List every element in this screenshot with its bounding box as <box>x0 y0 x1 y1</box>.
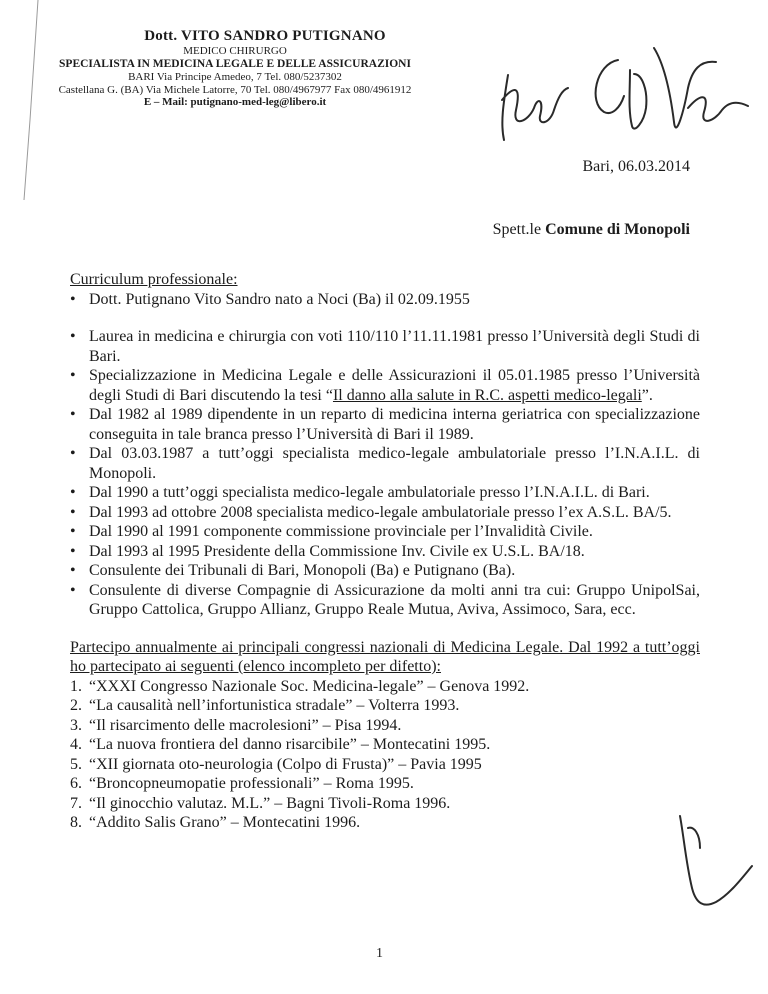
doctor-name: Dott. VITO SANDRO PUTIGNANO <box>144 28 386 44</box>
recipient <box>493 221 690 239</box>
list-item-text: Specializzazione in Medicina Legale e delle Assicurazioni il 05.01.1985 presso l’Università degli Studi di Bari discutendo la tesi “ <box>89 367 700 404</box>
congress-item: 2. “La causalità nell’infortunistica stradale” – Volterra 1993. <box>70 697 460 714</box>
congress-item: 8. “Addito Salis Grano” – Montecatini 1996. <box>70 814 361 831</box>
doctor-title: MEDICO CHIRURGO <box>183 45 287 58</box>
congress-item: 3. “Il risarcimento delle macrolesioni” – Pisa 1994. <box>70 716 402 734</box>
congress-item: 7. “Il ginocchio valutaz. M.L.” – Bagni Tivoli-Roma 1996. <box>70 794 451 812</box>
recipient-prefix: Spett.le <box>492 221 542 238</box>
list-item: • Laurea in medicina e chirurgia con voti 110/110 l’11.11.1981 presso l’Università degli Studi di Bari. <box>70 327 700 366</box>
handwritten-signatures <box>478 30 758 160</box>
curriculum-list <box>70 327 700 620</box>
doctor-specialty: SPECIALISTA IN MEDICINA LEGALE E DELLE ASSICURAZIONI <box>59 57 411 70</box>
list-item-text: ”. <box>641 386 653 404</box>
curriculum-heading: Curriculum professionale: <box>70 271 238 288</box>
letter-date: Bari, 06.03.2014 <box>582 158 690 175</box>
document-body <box>70 270 700 833</box>
congress-item: 1. “XXXI Congresso Nazionale Soc. Medicina-legale” – Genova 1992. <box>70 677 530 695</box>
list-item: • Dal 1993 ad ottobre 2008 specialista medico-legale ambulatoriale presso l’ex A.S.L. BA/5. <box>70 503 700 523</box>
list-item: • Dal 1990 al 1991 componente commissione provinciale per l’Invalidità Civile. <box>70 522 700 542</box>
email: E – Mail: putignano-med-leg@libero.it <box>143 96 327 109</box>
list-item: • Consulente di diverse Compagnie di Assicurazione da molti anni tra cui: Gruppo UnipolSai, Gruppo Cattolica, Gruppo Allianz, Gruppo Reale Mutua, Aviva, Assimoco, Sara, ecc. <box>70 581 700 620</box>
page-number: 1 <box>376 946 383 961</box>
list-item: • Dal 03.03.1987 a tutt’oggi specialista medico-legale ambulatoriale presso l’I.N.A.I.L. di Monopoli. <box>70 444 700 483</box>
address-castellana: Castellana G. (BA) Via Michele Latorre, 70 Tel. 080/4967977 Fax 080/4961912 <box>58 83 412 96</box>
congress-item: 4. “La nuova frontiera del danno risarcibile” – Montecatini 1995. <box>70 736 491 753</box>
list-item <box>70 366 700 405</box>
birth-info: • Dott. Putignano Vito Sandro nato a Noci (Ba) il 02.09.1955 <box>70 290 700 310</box>
list-item: • Dal 1993 al 1995 Presidente della Commissione Inv. Civile ex U.S.L. BA/18. <box>70 542 700 562</box>
curriculum-first-list <box>70 290 700 310</box>
congress-item: 6. “Broncopneumopatie professionali” – Roma 1995. <box>70 775 414 792</box>
letterhead <box>0 28 470 109</box>
thesis-title: Il danno alla salute in R.C. aspetti medico-legali <box>332 386 642 404</box>
congress-list <box>70 677 700 833</box>
recipient-name: Comune di Monopoli <box>545 221 690 238</box>
list-item: • Consulente dei Tribunali di Bari, Monopoli (Ba) e Putignano (Ba). <box>70 561 700 581</box>
congresses-intro: Partecipo annualmente ai principali congressi nazionali di Medicina Legale. Dal 1992 a tutt’oggi ho partecipato ai seguenti (elenco incompleto per difetto): <box>70 638 700 675</box>
congress-item: 5. “XII giornata oto-neurologia (Colpo di Frusta)” – Pavia 1995 <box>70 755 482 773</box>
list-item: • Dal 1990 a tutt’oggi specialista medico-legale ambulatoriale presso l’I.N.A.I.L. di Bari. <box>70 483 700 503</box>
list-item: • Dal 1982 al 1989 dipendente in un reparto di medicina interna geriatrica con specializzazione conseguita in tale branca presso l’Università di Bari il 1989. <box>70 405 700 444</box>
address-bari: BARI Via Principe Amedeo, 7 Tel. 080/5237302 <box>128 71 342 84</box>
